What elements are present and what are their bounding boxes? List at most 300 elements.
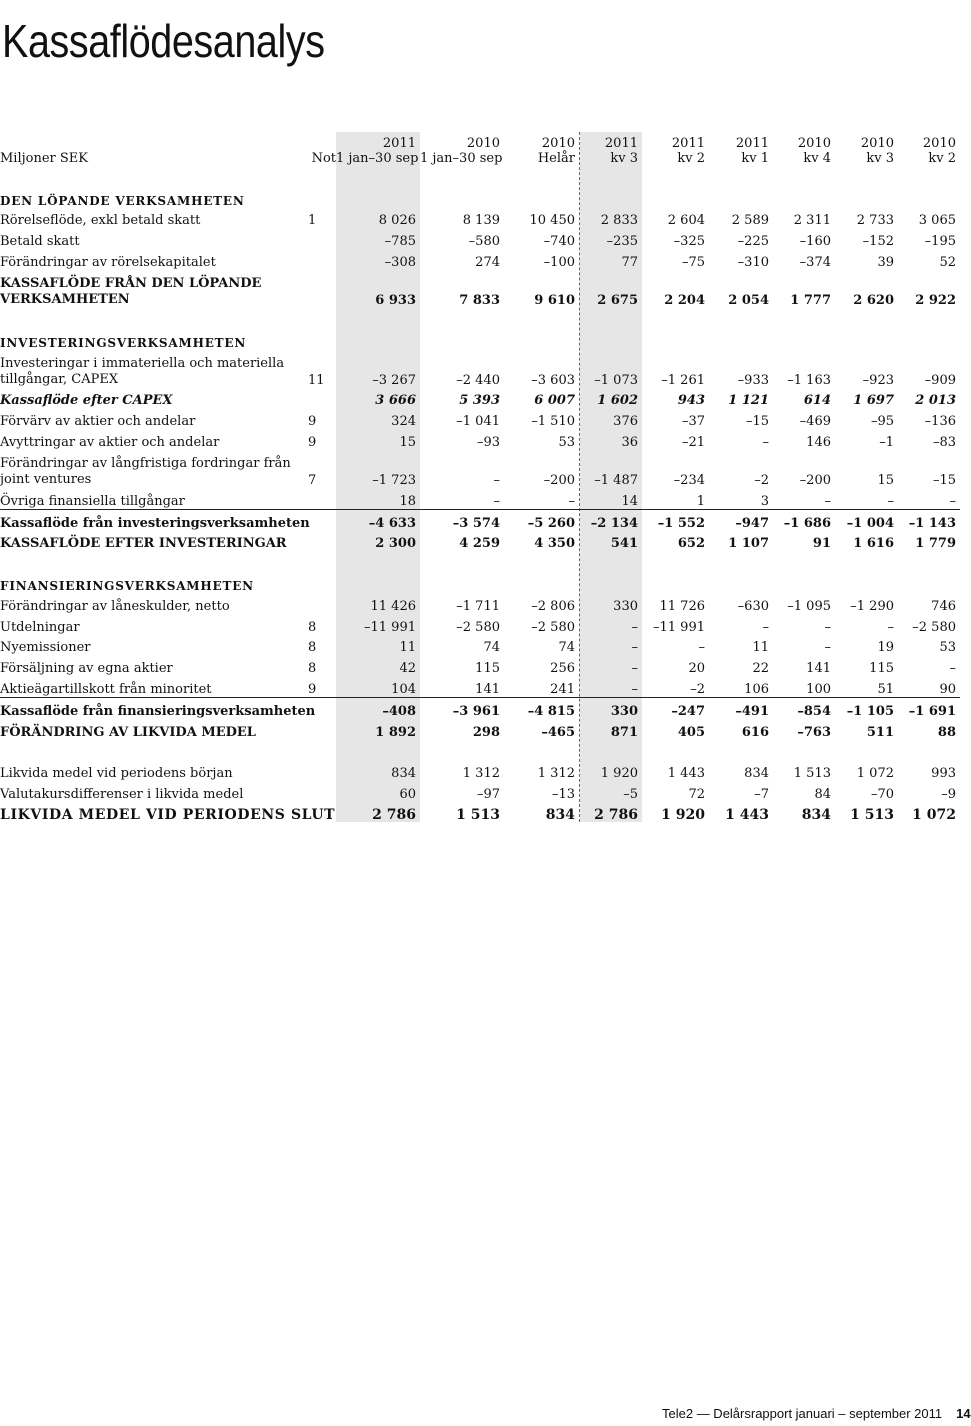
table-cell: –247 [642, 697, 709, 718]
table-cell: –785 [384, 234, 416, 250]
table-cell: 1 602 [597, 393, 638, 409]
row-note [300, 593, 336, 614]
table-cell: – [631, 661, 638, 677]
table-cell: 8 139 [462, 213, 500, 229]
table-cell: –947 [709, 509, 773, 530]
table-cell: –1 723 [372, 472, 416, 488]
table-cell: 2 922 [915, 292, 956, 308]
row-note: 8 [308, 640, 317, 656]
period-year: 2011 [382, 136, 416, 151]
table-cell: 1 443 [667, 766, 705, 782]
section-heading-row [0, 329, 960, 350]
table-cell: –37 [681, 414, 705, 430]
table-cell: 376 [613, 414, 638, 430]
table-row [0, 429, 960, 450]
header-note: Not [311, 151, 336, 166]
table-cell: –1 290 [850, 598, 894, 614]
table-row [0, 719, 960, 740]
period-year: 2011 [604, 136, 638, 151]
table-cell: –200 [543, 472, 575, 488]
table-cell: 324 [391, 414, 416, 430]
table-cell: –491 [709, 697, 773, 718]
row-label: Förändringar av långfristiga fordringar från joint ventures [0, 455, 291, 487]
table-cell: 330 [579, 697, 642, 718]
table-row [0, 676, 960, 697]
section-heading: INVESTERINGSVERKSAMHETEN [0, 335, 247, 350]
table-cell: 993 [931, 766, 956, 782]
table-cell: –234 [673, 472, 705, 488]
table-cell: 74 [558, 640, 575, 656]
period-year: 2010 [541, 136, 575, 151]
table-cell: 1 072 [856, 766, 894, 782]
row-note [300, 488, 336, 509]
table-cell: 9 610 [534, 292, 575, 308]
table-cell: 42 [399, 661, 416, 677]
header-label: Miljoner SEK [0, 151, 89, 166]
row-label: Likvida medel vid periodens början [0, 766, 233, 782]
table-row [0, 249, 960, 270]
section-heading: FINANSIERINGSVERKSAMHETEN [0, 578, 254, 593]
table-cell: –93 [476, 434, 500, 450]
table-cell: – [887, 493, 894, 509]
table-cell: 834 [801, 806, 831, 823]
table-cell: – [493, 472, 500, 488]
table-cell: –3 574 [420, 509, 504, 530]
table-cell: 1 513 [850, 806, 894, 823]
table-cell: –136 [924, 414, 956, 430]
header-period [773, 132, 835, 166]
period-label: kv 3 [866, 151, 894, 166]
row-note: 7 [308, 472, 317, 488]
row-label: Rörelseflöde, exkl betald skatt [0, 213, 201, 229]
row-label: KASSAFLÖDE EFTER INVESTERINGAR [0, 536, 287, 552]
table-cell: –1 510 [531, 414, 575, 430]
table-cell: – [568, 493, 575, 509]
table-cell: 1 616 [853, 536, 894, 552]
table-cell: 1 920 [600, 766, 638, 782]
row-note [300, 760, 336, 781]
footer-text: Tele2 — Delårsrapport januari – september 2011 [662, 1406, 943, 1421]
table-cell: –95 [870, 414, 894, 430]
table-cell: 1 312 [462, 766, 500, 782]
table-cell: 18 [399, 493, 416, 509]
header-period [420, 132, 504, 166]
table-cell: 88 [937, 724, 956, 740]
table-cell: –465 [541, 724, 575, 740]
period-label: kv 3 [610, 151, 638, 166]
row-label: Utdelningar [0, 619, 80, 635]
row-label: Valutakursdifferenser i likvida medel [0, 786, 244, 802]
table-cell: 22 [752, 661, 769, 677]
table-cell: 1 513 [456, 806, 500, 823]
table-cell: 1 697 [853, 393, 894, 409]
header-row [0, 132, 960, 166]
table-cell: – [887, 619, 894, 635]
table-cell: 1 920 [661, 806, 705, 823]
row-label: FÖRÄNDRING AV LIKVIDA MEDEL [0, 724, 256, 740]
table-cell: 84 [814, 786, 831, 802]
table-cell: 511 [866, 724, 894, 740]
row-note: 8 [308, 661, 317, 677]
table-row [0, 635, 960, 656]
table-cell: 146 [806, 434, 831, 450]
row-label: Kassaflöde från finansieringsverksamheten [0, 697, 300, 718]
table-cell: –854 [773, 697, 835, 718]
table-cell: –2 580 [912, 619, 956, 635]
table-cell: – [824, 619, 831, 635]
row-label: Förändringar av rörelsekapitalet [0, 254, 216, 270]
table-row [0, 593, 960, 614]
table-cell: 256 [550, 661, 575, 677]
table-cell: 3 666 [375, 393, 416, 409]
table-cell: –235 [606, 234, 638, 250]
table-cell: 2 311 [793, 213, 831, 229]
table-row [0, 781, 960, 802]
table-cell: 614 [803, 393, 831, 409]
period-label: 1 jan–30 sep [336, 151, 419, 166]
table-cell: –3 603 [531, 372, 575, 388]
table-cell: 834 [744, 766, 769, 782]
table-cell: 1 121 [728, 393, 769, 409]
table-cell: 2 733 [856, 213, 894, 229]
table-cell: 616 [741, 724, 769, 740]
period-label: 1 jan–30 sep [420, 151, 503, 166]
spacer-cell [0, 166, 960, 187]
table-cell: 90 [939, 681, 956, 697]
table-cell: 871 [610, 724, 638, 740]
table-cell: –469 [799, 414, 831, 430]
table-row [0, 270, 960, 308]
table-cell: –1 711 [456, 598, 500, 614]
cash-flow-table [0, 132, 960, 823]
table-cell: –933 [737, 372, 769, 388]
table-cell: 1 312 [537, 766, 575, 782]
table-cell: 1 892 [375, 724, 416, 740]
table-cell: 11 [752, 640, 769, 656]
table-cell: 51 [877, 681, 894, 697]
table-cell: 943 [677, 393, 705, 409]
table-cell: – [631, 640, 638, 656]
header-period [642, 132, 709, 166]
section-heading-row [0, 572, 960, 593]
period-year: 2011 [735, 136, 769, 151]
table-cell: –1 [879, 434, 894, 450]
table-cell: –2 134 [579, 509, 642, 530]
table-cell: –1 004 [835, 509, 898, 530]
table-cell: 20 [688, 661, 705, 677]
spacer-row [0, 551, 960, 572]
table-cell: 115 [869, 661, 894, 677]
table-cell: 141 [806, 661, 831, 677]
row-note [300, 388, 336, 409]
table-cell: 77 [621, 254, 638, 270]
table-cell: 2 786 [372, 806, 416, 823]
table-cell: 15 [399, 434, 416, 450]
spacer-cell [0, 740, 960, 761]
table-cell: –1 163 [787, 372, 831, 388]
header-period [898, 132, 960, 166]
row-note [300, 781, 336, 802]
table-cell: 2 204 [664, 292, 705, 308]
row-label: Förvärv av aktier och andelar [0, 414, 196, 430]
table-cell: 2 833 [600, 213, 638, 229]
spacer-row [0, 308, 960, 329]
page-number: 14 [956, 1406, 971, 1421]
table-cell: – [949, 661, 956, 677]
table-cell: –2 580 [531, 619, 575, 635]
table-cell: 72 [688, 786, 705, 802]
table-cell: 1 513 [793, 766, 831, 782]
table-cell: 2 786 [594, 806, 638, 823]
table-cell: –923 [862, 372, 894, 388]
table-cell: 10 450 [529, 213, 575, 229]
table-row [0, 697, 960, 718]
table-cell: 7 833 [459, 292, 500, 308]
table-cell: –5 260 [504, 509, 579, 530]
table-cell: 298 [472, 724, 500, 740]
period-label: kv 1 [741, 151, 769, 166]
table-cell: –9 [941, 786, 956, 802]
table-cell: –100 [543, 254, 575, 270]
table-cell: 1 072 [912, 806, 956, 823]
table-cell: 106 [744, 681, 769, 697]
table-cell: –1 552 [642, 509, 709, 530]
table-cell: 330 [613, 598, 638, 614]
table-cell: 2 675 [597, 292, 638, 308]
table-cell: –308 [384, 254, 416, 270]
row-label: Kassaflöde från investeringsverksamheten [0, 509, 300, 530]
period-label: kv 2 [928, 151, 956, 166]
table-cell: – [762, 619, 769, 635]
row-note [300, 249, 336, 270]
row-note: 11 [308, 372, 325, 388]
period-year: 2011 [671, 136, 705, 151]
table-cell: 1 107 [728, 536, 769, 552]
row-note [300, 531, 336, 552]
table-cell: –83 [932, 434, 956, 450]
header-period [579, 132, 642, 166]
table-cell: –11 991 [653, 619, 705, 635]
table-cell: 2 620 [853, 292, 894, 308]
row-label: Förändringar av låneskulder, netto [0, 598, 230, 614]
table-cell: 4 259 [459, 536, 500, 552]
table-row [0, 614, 960, 635]
table-row [0, 655, 960, 676]
row-note: 8 [308, 619, 317, 635]
table-cell: –580 [468, 234, 500, 250]
table-cell: 2 589 [731, 213, 769, 229]
table-cell: 15 [877, 472, 894, 488]
table-cell: –5 [623, 786, 638, 802]
table-cell: –7 [754, 786, 769, 802]
table-cell: 74 [483, 640, 500, 656]
table-cell: –200 [799, 472, 831, 488]
row-note: 1 [308, 213, 317, 229]
table-cell: –1 143 [898, 509, 960, 530]
table-cell: –1 686 [773, 509, 835, 530]
period-label: kv 2 [677, 151, 705, 166]
table-cell: 834 [545, 806, 575, 823]
table-cell: –2 806 [531, 598, 575, 614]
table-cell: – [698, 640, 705, 656]
table-cell: 11 [399, 640, 416, 656]
table-cell: –1 261 [661, 372, 705, 388]
table-row [0, 228, 960, 249]
table-cell: –2 580 [456, 619, 500, 635]
table-cell: –310 [737, 254, 769, 270]
row-note [300, 270, 336, 308]
table-cell: –15 [932, 472, 956, 488]
table-cell: –160 [799, 234, 831, 250]
table-row [0, 509, 960, 530]
table-cell: 4 350 [534, 536, 575, 552]
table-cell: –763 [797, 724, 831, 740]
table-cell: 2 013 [915, 393, 956, 409]
section-heading-row [0, 187, 960, 208]
table-cell: – [493, 493, 500, 509]
table-cell: 53 [558, 434, 575, 450]
period-year: 2010 [860, 136, 894, 151]
table-row [0, 208, 960, 229]
table-cell: 19 [877, 640, 894, 656]
table-cell: –740 [543, 234, 575, 250]
spacer-row [0, 166, 960, 187]
table-cell: 8 026 [378, 213, 416, 229]
table-cell: 141 [475, 681, 500, 697]
table-cell: –2 [690, 681, 705, 697]
row-label: LIKVIDA MEDEL VID PERIODENS SLUT [0, 806, 336, 823]
header-period [336, 132, 420, 166]
table-cell: 11 426 [370, 598, 416, 614]
table-row [0, 350, 960, 388]
table-cell: 652 [677, 536, 705, 552]
table-cell: 1 443 [725, 806, 769, 823]
period-label: kv 4 [803, 151, 831, 166]
row-note: 9 [308, 414, 317, 430]
table-cell: –909 [924, 372, 956, 388]
row-label: Betald skatt [0, 234, 80, 250]
row-label: Övriga finansiella tillgångar [0, 493, 185, 509]
table-cell: 6 933 [375, 292, 416, 308]
table-row [0, 450, 960, 488]
row-note [300, 719, 336, 740]
table-cell: –2 440 [456, 372, 500, 388]
table-cell: 5 393 [459, 393, 500, 409]
row-note [300, 228, 336, 249]
page-title: Kassaflödesanalys [2, 15, 325, 67]
table-cell: –70 [870, 786, 894, 802]
table-cell: –21 [681, 434, 705, 450]
table-cell: 2 604 [667, 213, 705, 229]
header-period [709, 132, 773, 166]
table-row [0, 802, 960, 823]
spacer-row [0, 740, 960, 761]
table-cell: –3 267 [372, 372, 416, 388]
table-cell: 3 065 [918, 213, 956, 229]
table-cell: –4 633 [336, 509, 420, 530]
table-row [0, 488, 960, 509]
table-cell: –15 [745, 414, 769, 430]
row-label: Nyemissioner [0, 640, 91, 656]
table-cell: 1 779 [915, 536, 956, 552]
table-cell: 91 [812, 536, 831, 552]
row-label: Avyttringar av aktier och andelar [0, 434, 220, 450]
table-cell: –1 105 [835, 697, 898, 718]
table-cell: 60 [399, 786, 416, 802]
table-cell: 36 [621, 434, 638, 450]
table-cell: –195 [924, 234, 956, 250]
table-cell: 14 [621, 493, 638, 509]
table-cell: – [762, 434, 769, 450]
table-cell: –97 [476, 786, 500, 802]
table-cell: –13 [551, 786, 575, 802]
page-footer [662, 1406, 971, 1421]
table-cell: – [631, 681, 638, 697]
header-period [835, 132, 898, 166]
table-cell: 3 [760, 493, 769, 509]
table-cell: 1 [696, 493, 705, 509]
period-year: 2010 [922, 136, 956, 151]
row-label: KASSAFLÖDE FRÅN DEN LÖPANDE VERKSAMHETEN [0, 275, 262, 307]
table-cell: –2 [754, 472, 769, 488]
row-label: Försäljning av egna aktier [0, 661, 173, 677]
table-cell: 1 777 [790, 292, 831, 308]
table-cell: –1 095 [787, 598, 831, 614]
table-cell: 6 007 [534, 393, 575, 409]
table-row [0, 388, 960, 409]
table-cell: 2 300 [375, 536, 416, 552]
table-cell: –1 487 [594, 472, 638, 488]
row-label: Aktieägartillskott från minoritet [0, 681, 212, 697]
table-cell: 100 [806, 681, 831, 697]
table-cell: –325 [673, 234, 705, 250]
table-cell: 274 [475, 254, 500, 270]
table-row [0, 531, 960, 552]
table-cell: – [949, 493, 956, 509]
table-cell: 834 [391, 766, 416, 782]
table-cell: 241 [550, 681, 575, 697]
spacer-cell [0, 308, 960, 329]
table-cell: –4 815 [504, 697, 579, 718]
table-cell: –225 [737, 234, 769, 250]
section-heading: DEN LÖPANDE VERKSAMHETEN [0, 193, 245, 208]
table-cell: – [631, 619, 638, 635]
table-cell: 53 [939, 640, 956, 656]
table-row [0, 760, 960, 781]
table-cell: –408 [336, 697, 420, 718]
row-note: 9 [308, 681, 317, 697]
row-label: Kassaflöde efter CAPEX [0, 393, 173, 409]
table-cell: –1 691 [898, 697, 960, 718]
table-cell: 104 [391, 681, 416, 697]
table-cell: –1 041 [456, 414, 500, 430]
table-cell: 11 726 [659, 598, 705, 614]
table-cell: 39 [877, 254, 894, 270]
table-cell: 52 [939, 254, 956, 270]
table-cell: 746 [931, 598, 956, 614]
table-cell: 541 [610, 536, 638, 552]
row-label: Investeringar i immateriella och materiella tillgångar, CAPEX [0, 355, 285, 387]
table-cell: –1 073 [594, 372, 638, 388]
table-cell: –630 [737, 598, 769, 614]
period-year: 2010 [797, 136, 831, 151]
table-cell: –152 [862, 234, 894, 250]
spacer-cell [0, 551, 960, 572]
header-period [504, 132, 579, 166]
table-cell: –3 961 [420, 697, 504, 718]
table-row [0, 408, 960, 429]
table-cell: – [824, 493, 831, 509]
